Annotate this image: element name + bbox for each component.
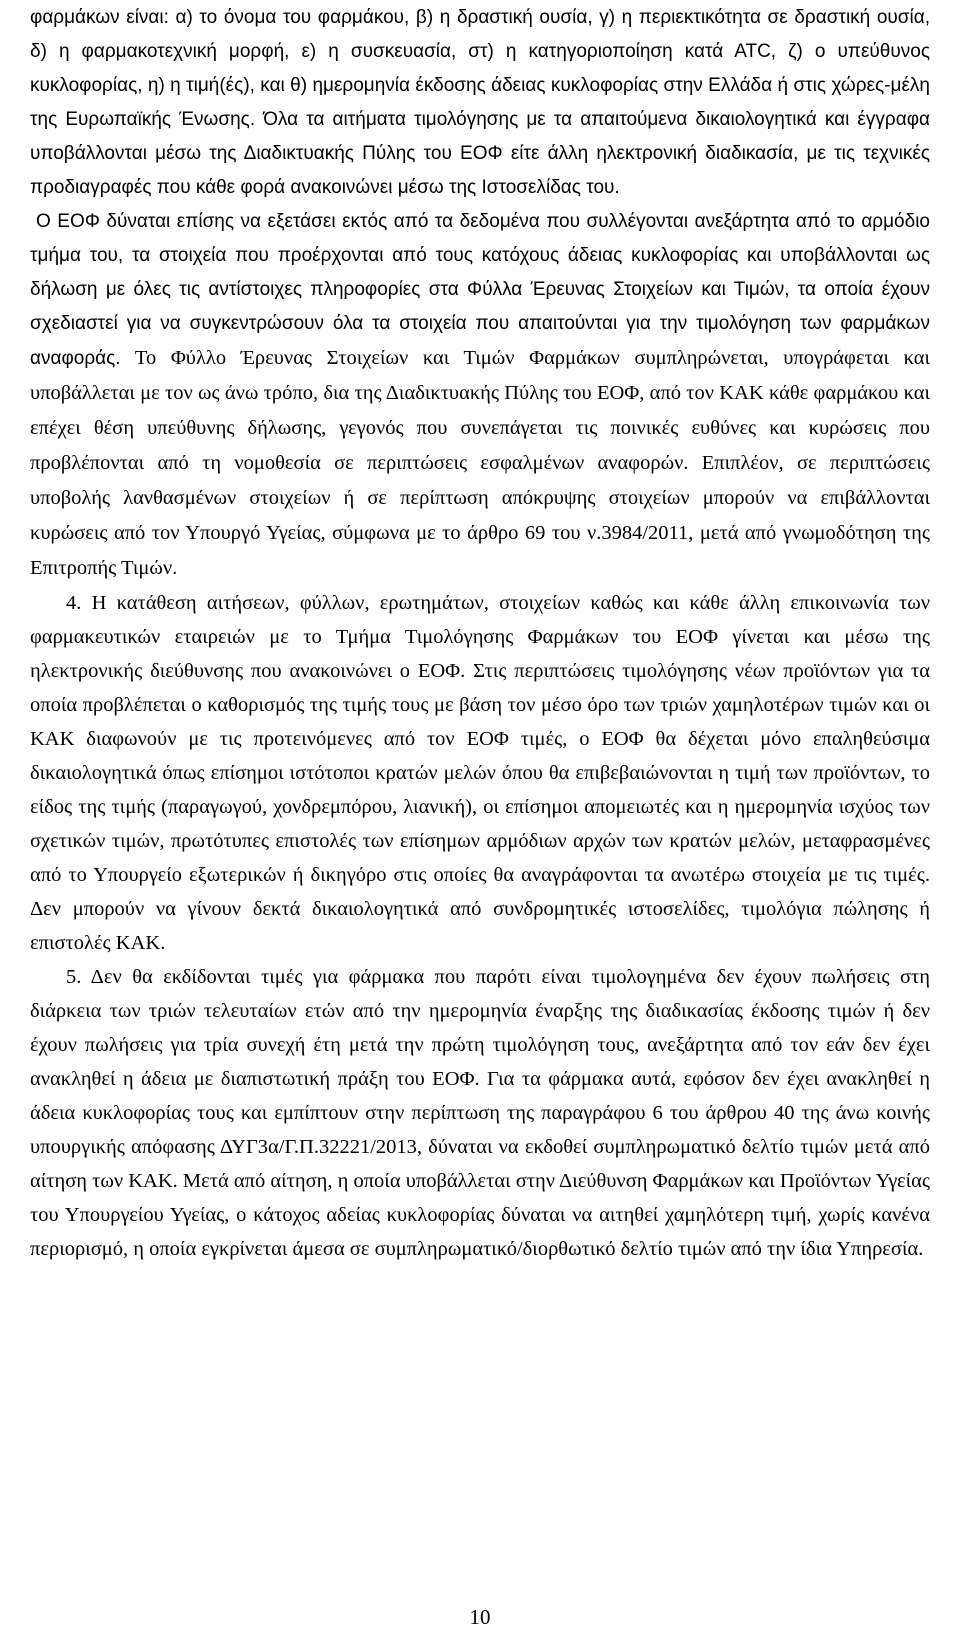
paragraph-document-list: φαρμάκων είναι: α) το όνομα του φαρμάκου, β) η δραστική ουσία, γ) η περιεκτικότητα σε δραστική ουσία, δ) η φαρμακοτεχνική μορφή, ε) η συσκευασία, στ) η κατηγοριοποίηση κατά ΑΤC, ζ) ο υπεύθυνος κυκλοφορίας, η) η τιμή(ές), και θ) ημερομηνία έκδοσης άδειας κυκλοφορίας στην Ελλάδα ή στις χώρες-μέλη της Ευρωπαϊκής Ένωσης. Όλα τα αιτήματα τιμολόγησης με τα απαιτούμενα δικαιολογητικά και έγγραφα υποβάλλονται μέσω της Διαδικτυακής Πύλης του ΕΟΦ είτε άλλη ηλεκτρονική διαδικασία, με τις τεχνικές προδιαγραφές που κάθε φορά ανακοινώνει μέσω της Ιστοσελίδας του. [30, 7, 930, 198]
paragraph-eof-review-serif: Το Φύλλο Έρευνας Στοιχείων και Τιμών Φαρμάκων συμπληρώνεται, υπογράφεται και υποβάλλεται με τον ως άνω τρόπο, δια της Διαδικτυακής Πύλης του ΕΟΦ, από τον ΚΑΚ κάθε φαρμάκου και επέχει θέση υπεύθυνης δήλωσης, γεγονός που συνεπάγεται τις ποινικές ευθύνες και κυρώσεις που προβλέπονται από τη νομοθεσία σε περιπτώσεις εσφαλμένων αναφορών. Επιπλέον, σε περιπτώσεις υποβολής λανθασμένων στοιχείων ή σε περίπτωση απόκρυψης στοιχείων μπορούν να επιβάλλονται κυρώσεις από τον Υπουργό Υγείας, σύμφωνα με το άρθρο 69 του ν.3984/2011, μετά από γνωμοδότηση της Επιτροπής Τιμών. [30, 347, 931, 579]
page-number: 10 [469, 1605, 491, 1629]
paragraph-eof-review-sans: Ο ΕΟΦ δύναται επίσης να εξετάσει εκτός από τα δεδομένα που συλλέγονται ανεξάρτητα από το αρμόδιο τμήμα του, τα στοιχεία που προέρχονται από τους κατόχους άδειας κυκλοφορίας και υποβάλλονται ως δήλωση με όλες τις αντίστοιχες πληροφορίες στα Φύλλα Έρευνας Στοιχείων και Τιμών, τα οποία έχουν σχεδιαστεί για να συγκεντρώσουν όλα τα στοιχεία που απαιτούνται για την τιμολόγηση των φαρμάκων αναφοράς. [30, 211, 930, 369]
list-item-5: 5. Δεν θα εκδίδονται τιμές για φάρμακα που παρότι είναι τιμολογημένα δεν έχουν πωλήσεις στη διάρκεια των τριών τελευταίων ετών από την ημερομηνία έναρξης της διαδικασίας έκδοσης τιμών ή δεν έχουν πωλήσεις για τρία συνεχή έτη μετά την πρώτη τιμολόγηση τους, ανεξάρτητα από τον εάν δεν έχει ανακληθεί η άδεια με διαπιστωτική πράξη του ΕΟΦ. Για τα φάρμακα αυτά, εφόσον δεν έχει ανακληθεί η άδεια κυκλοφορίας τους και εμπίπτουν στην περίπτωση της παραγράφου 6 του άρθρου 40 της άνω κοινής υπουργικής απόφασης ΔΥΓ3α/Γ.Π.32221/2013, δύναται να εκδοθεί συμπληρωματικό δελτίο τιμών μετά από αίτηση των ΚΑΚ. Μετά από αίτηση, η οποία υποβάλλεται στην Διεύθυνση Φαρμάκων και Προϊόντων Υγείας του Υπουργείου Υγείας, ο κάτοχος αδείας κυκλοφορίας δύναται να αιτηθεί χαμηλότερη τιμή, χωρίς κανένα περιορισμό, η οποία εγκρίνεται άμεσα σε συμπληρωματικό/διορθωτικό δελτίο τιμών από την ίδια Υπηρεσία. [30, 966, 930, 1260]
list-item-4: 4. Η κατάθεση αιτήσεων, φύλλων, ερωτημάτων, στοιχείων καθώς και κάθε άλλη επικοινωνία των φαρμακευτικών εταιρειών με το Τμήμα Τιμολόγησης Φαρμάκων του ΕΟΦ γίνεται και μέσω της ηλεκτρονικής διεύθυνσης που ανακοινώνει ο ΕΟΦ. Στις περιπτώσεις τιμολόγησης νέων προϊόντων για τα οποία προβλέπεται ο καθορισμός της τιμής τους με βάση τον μέσο όρο των τριών χαμηλοτέρων τιμών και οι ΚΑΚ διαφωνούν με τις προτεινόμενες από τον ΕΟΦ τιμές, ο ΕΟΦ θα δέχεται μόνο επαληθεύσιμα δικαιολογητικά όπως επίσημοι ιστότοποι κρατών μελών όπου θα επιβεβαιώνονται η τιμή των προϊόντων, το είδος της τιμής (παραγωγού, χονδρεμπόρου, λιανική), οι επίσημοι απομειωτές και η ημερομηνία ισχύος των σχετικών τιμών, πρωτότυπες επιστολές των επίσημων αρμόδιων αρχών των κρατών μελών, μεταφρασμένες από το Υπουργείο εξωτερικών ή δικηγόρο στις οποίες θα αναγράφονται τα ανωτέρω στοιχεία με τις τιμές. Δεν μπορούν να γίνουν δεκτά δικαιολογητικά από συνδρομητικές ιστοσελίδες, τιμολόγια πώλησης ή επιστολές ΚΑΚ. [30, 592, 930, 954]
document-body [30, 1, 930, 1266]
paragraph-eof-review [30, 205, 930, 586]
